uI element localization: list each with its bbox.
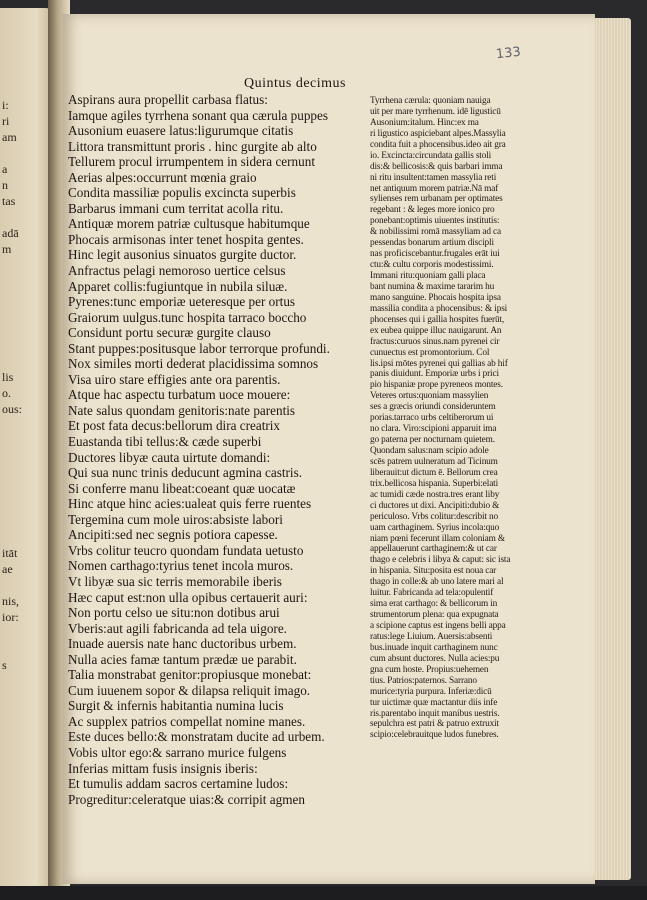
verse-line: Vberis:aut agili fabricanda ad tela uigore. bbox=[68, 620, 287, 636]
left-page-fragment: o. bbox=[2, 386, 11, 400]
commentary-line: lis.ipsi mōtes pyrenei qui gallias ab hif bbox=[370, 358, 508, 369]
commentary-line: tur uictimæ quæ mactantur diis infe bbox=[370, 697, 498, 708]
commentary-line: sylienses rem urbanam per optimates bbox=[370, 194, 503, 205]
verse-line: Euastanda tibi tellus:& cæde superbi bbox=[68, 434, 262, 450]
commentary-line: a scipione captus est ingens belli appa bbox=[370, 621, 506, 631]
left-page-fragment: i: bbox=[2, 98, 9, 112]
left-page-fragment: ior: bbox=[2, 610, 19, 624]
commentary-line: condita fuit a phocensibus.ideo ait gra bbox=[370, 139, 506, 150]
commentary-line: scēs patrem uulneratum ad Ticinum bbox=[370, 456, 498, 467]
commentary-line: Tyrrhena cærula: quoniam nauiga bbox=[370, 96, 491, 106]
commentary-line: luitur. Fabricanda ad tela:opulentif bbox=[370, 588, 494, 599]
commentary-line: sima erat carthago: & bellicorum in bbox=[370, 599, 498, 610]
commentary-line: ris.parentabo inquit manibus uestris. bbox=[370, 708, 500, 719]
running-head: Quintus decimus bbox=[244, 76, 346, 91]
commentary-line: ponebant:optimis uiuentes institutis: bbox=[370, 216, 500, 227]
verse-line: Anfractus pelagi nemoroso uertice celsus bbox=[68, 263, 286, 279]
verse-line: Considunt portu securæ gurgite clauso bbox=[68, 325, 271, 341]
commentary-line: uam carthaginem. Syrius incola:quo bbox=[370, 522, 500, 533]
verse-line: Atque hac aspectu turbatum uoce mouere: bbox=[68, 387, 291, 403]
verse-line: Si conferre manu libeat:coeant quæ uocatæ bbox=[68, 480, 296, 496]
commentary-line: liberauit:ut dictum ē. Bellorum crea bbox=[370, 467, 498, 478]
verse-line: Nulla acies famæ tantum prædæ ue parabit. bbox=[68, 651, 297, 667]
commentary-line: trix.bellicosa hispania. Superbi:elati bbox=[370, 478, 499, 489]
verse-line: Qui sua nunc trinis deducunt agmina castris. bbox=[68, 465, 303, 481]
verse-line: Barbarus immani cum territat acolla ritu. bbox=[68, 200, 284, 216]
verse-line: Visa uiro stare effigies ante ora parentis. bbox=[68, 371, 281, 387]
left-page-fragment: ous: bbox=[2, 402, 23, 416]
left-page-fragment: am bbox=[2, 130, 17, 144]
left-page-fragment: itāt bbox=[2, 546, 18, 560]
commentary-line: pio hispaniæ prope pyreneos montes. bbox=[370, 380, 503, 391]
commentary-line: massilia condita a phocensibus: & ipsi bbox=[370, 303, 508, 314]
commentary-line: thago in colle:& ab uno latere mari al bbox=[370, 577, 504, 588]
commentary-line: tius. Patrios:paternos. Sarrano bbox=[370, 675, 477, 686]
verse-line: Inuade auersis nate hanc ductoribus urbem. bbox=[68, 636, 297, 652]
verse-line: Pyrenes:tunc emporiæ ueteresque per ortus bbox=[68, 294, 296, 310]
commentary-line: bus.inuade inquit carthaginem nunc bbox=[370, 642, 498, 653]
left-page-fragment: tas bbox=[2, 194, 16, 208]
verse-line: Hinc legit ausonius sinuatos gurgite ductor. bbox=[68, 247, 297, 263]
verse-line: Cum iuuenem sopor & dilapsa reliquit imago. bbox=[68, 682, 311, 698]
commentary-line: bant numina & maxime tararim hu bbox=[370, 281, 495, 292]
verse-line: Aerias alpes:occurrunt mœnia graio bbox=[68, 169, 257, 185]
verse-line: Nomen carthago:tyrius tenet incola muros. bbox=[68, 558, 294, 574]
commentary-line: mano sanguine. Phocais hospita ipsa bbox=[370, 292, 501, 303]
commentary-line: io. Excincta:circundata gallis stoli bbox=[370, 150, 492, 161]
commentary-line: Quondam salus:nam scipio adole bbox=[370, 446, 489, 456]
commentary-line: porias.tarraco urbs celtiberorum ui bbox=[370, 413, 494, 424]
verse-line: Ac supplex patrios compellat nomine manes. bbox=[68, 713, 306, 729]
verse-line: Ausonium euasere latus:ligurumque citatis bbox=[68, 123, 294, 139]
verse-line: Condita massiliæ populis excincta superbis bbox=[68, 185, 296, 201]
left-page-fragment: m bbox=[2, 242, 12, 256]
verse-line: Hinc atque hinc acies:ualeat quis ferre ruentes bbox=[68, 496, 312, 512]
commentary-line: ni ritu insultent:tamen massylia reti bbox=[370, 172, 497, 183]
commentary-line: cunuectus est promontorium. Col bbox=[370, 347, 490, 358]
commentary-line: Immani ritu:quoniam galli placa bbox=[370, 271, 486, 281]
verse-line: Progreditur:celeratque uias:& corripit agmen bbox=[68, 791, 305, 807]
verse-line: Nox similes morti dederat placidissima somnos bbox=[68, 356, 319, 372]
commentary-line: regebant : & leges more ionico pro bbox=[370, 205, 495, 216]
verse-line: Tergemina cum mole uiros:absiste labori bbox=[68, 511, 283, 527]
commentary-line: gna cum hoste. Propius:uehemen bbox=[370, 664, 489, 675]
commentary-line: strumentorum plena: qua expugnata bbox=[370, 610, 499, 621]
page-stack-edges bbox=[595, 18, 631, 880]
commentary-line: Ausonium:italum. Hinc:ex ma bbox=[370, 117, 479, 128]
verse-line: Vrbs colitur teucro quondam fundata uetusto bbox=[68, 542, 304, 558]
commentary-line: in hispania. Situ:posita est noua car bbox=[370, 566, 497, 577]
left-page-fragment: s bbox=[2, 658, 7, 672]
verse-line: Non portu celso ue situ:non dotibus arui bbox=[68, 605, 280, 621]
verse-line: Tellurem procul irrumpentem in sidera cernunt bbox=[68, 154, 315, 170]
verse-line: Phocais armisonas inter tenet hospita gentes. bbox=[68, 231, 304, 247]
commentary-line: net antiquum morem patriæ.Nā maf bbox=[370, 183, 499, 194]
commentary-line: ex eubea quippe illuc nauigarunt. An bbox=[370, 325, 502, 336]
commentary-line: pessendas bonarum artium discipli bbox=[370, 238, 494, 249]
commentary-line: ri ligustico aspiciebant alpes.Massylia bbox=[370, 128, 506, 139]
commentary-line: panis diuidunt. Emporiæ urbs i prici bbox=[370, 369, 499, 380]
commentary-line: & nobilissimi romā massyliam ad ca bbox=[370, 227, 501, 238]
verse-line: Nate salus quondam genitoris:nate parentis bbox=[68, 402, 296, 418]
commentary-line: appellauerunt carthaginem:& ut car bbox=[370, 544, 497, 555]
commentary-line: sepulchra est patri & patruo extruxit bbox=[370, 719, 499, 730]
commentary-line: dis:& bellicosis:& quis barbari imma bbox=[370, 161, 503, 172]
commentary-line: ses a græcis oriundi consideruntem bbox=[370, 402, 496, 413]
verse-line: Antiquæ morem patriæ cultusque habitumque bbox=[68, 216, 310, 232]
left-page-fragment: ri bbox=[2, 114, 10, 128]
left-page-fragment: a bbox=[2, 162, 8, 176]
verse-line: Hæc caput est:non ulla opibus certauerit auri: bbox=[68, 589, 308, 605]
verse-line: Graiorum uulgus.tunc hospita tarraco boccho bbox=[68, 309, 307, 325]
verse-line: Inferias mittam fusis insignis iberis: bbox=[68, 760, 258, 776]
verse-line: Talia monstrabat genitor:propiusque monebat: bbox=[68, 667, 312, 683]
commentary-line: ctu:& cultu corporis modestissimi. bbox=[370, 260, 494, 271]
left-page-fragment: nis, bbox=[2, 594, 20, 608]
verse-line: Et post fata decus:bellorum dira creatrix bbox=[68, 418, 281, 434]
verse-line: Littora transmittunt proris . hinc gurgite ab alto bbox=[68, 138, 317, 154]
left-page-fragment: adā bbox=[2, 226, 19, 240]
commentary-line: ratus:lege Liuium. Auersis:absenti bbox=[370, 631, 493, 642]
verse-line: Iamque agiles tyrrhena sonant qua cærula puppes bbox=[68, 107, 329, 123]
verse-line: Apparet collis:fugiuntque in nubila siluæ. bbox=[68, 278, 288, 294]
commentary-line: phocenses qui i gallia hospites fuerūt, bbox=[370, 314, 505, 325]
verse-line: Aspirans aura propellit carbasa flatus: bbox=[68, 92, 268, 107]
commentary-line: nas proficiscebantur.frugales erāt iui bbox=[370, 249, 500, 260]
commentary-line: Veteres ortus:quoniam massylien bbox=[370, 391, 489, 402]
verse-line: Et tumulis addam sacros certamine ludos: bbox=[68, 776, 289, 792]
background-table bbox=[0, 886, 647, 900]
commentary-line: ac tumidi cæde nostra.tres erant liby bbox=[370, 489, 500, 500]
verse-line: Vt libyæ sua sic terris memorabile iberis bbox=[68, 573, 282, 589]
verse-text-block bbox=[68, 92, 378, 807]
commentary-line: uit per mare tyrrhenum. idē ligusticū bbox=[370, 106, 501, 117]
commentary-line: niam pœni fecerunt illam coloniam & bbox=[370, 533, 505, 544]
commentary-line: murice:tyria purpura. Inferiæ:dicū bbox=[370, 686, 492, 697]
commentary-line: thago e celebris i libya & caput: sic ista bbox=[370, 555, 511, 566]
left-page-edge bbox=[0, 8, 52, 892]
verse-line: Este duces bello:& monstratam ducite ad urbem. bbox=[68, 729, 325, 745]
verse-line: Ancipiti:sed nec segnis potiora capesse. bbox=[68, 527, 278, 543]
commentary-line: go paterna per nocturnam quietem. bbox=[370, 435, 495, 446]
commentary-line: cum absunt ductores. Nulla acies:pu bbox=[370, 653, 500, 664]
commentary-line: periculoso. Vrbs colitur:describit no bbox=[370, 511, 498, 522]
verse-line: Ductores libyæ cauta uirtute domandi: bbox=[68, 449, 271, 465]
verse-line: Surgit & infernis habitantia numina lucis bbox=[68, 698, 284, 714]
folio-number: 133 bbox=[495, 44, 522, 63]
left-page-fragment: n bbox=[2, 178, 8, 192]
commentary-block bbox=[370, 96, 538, 741]
commentary-line: ci ductores ut dixi. Ancipiti:dubio & bbox=[370, 500, 500, 511]
commentary-line: scipio:celebrauitque ludos funebres. bbox=[370, 730, 499, 741]
verse-line: Stant puppes:positusque labor terrorque profundi. bbox=[68, 340, 330, 356]
commentary-line: fractus:curuos sinus.nam pyrenei cir bbox=[370, 336, 500, 347]
left-page-fragment: lis bbox=[2, 370, 14, 384]
verse-line: Vobis ultor ego:& sarrano murice fulgens bbox=[68, 744, 287, 760]
left-page-fragment: ae bbox=[2, 562, 13, 576]
commentary-line: no clara. Viro:scipioni apparuit ima bbox=[370, 424, 497, 435]
